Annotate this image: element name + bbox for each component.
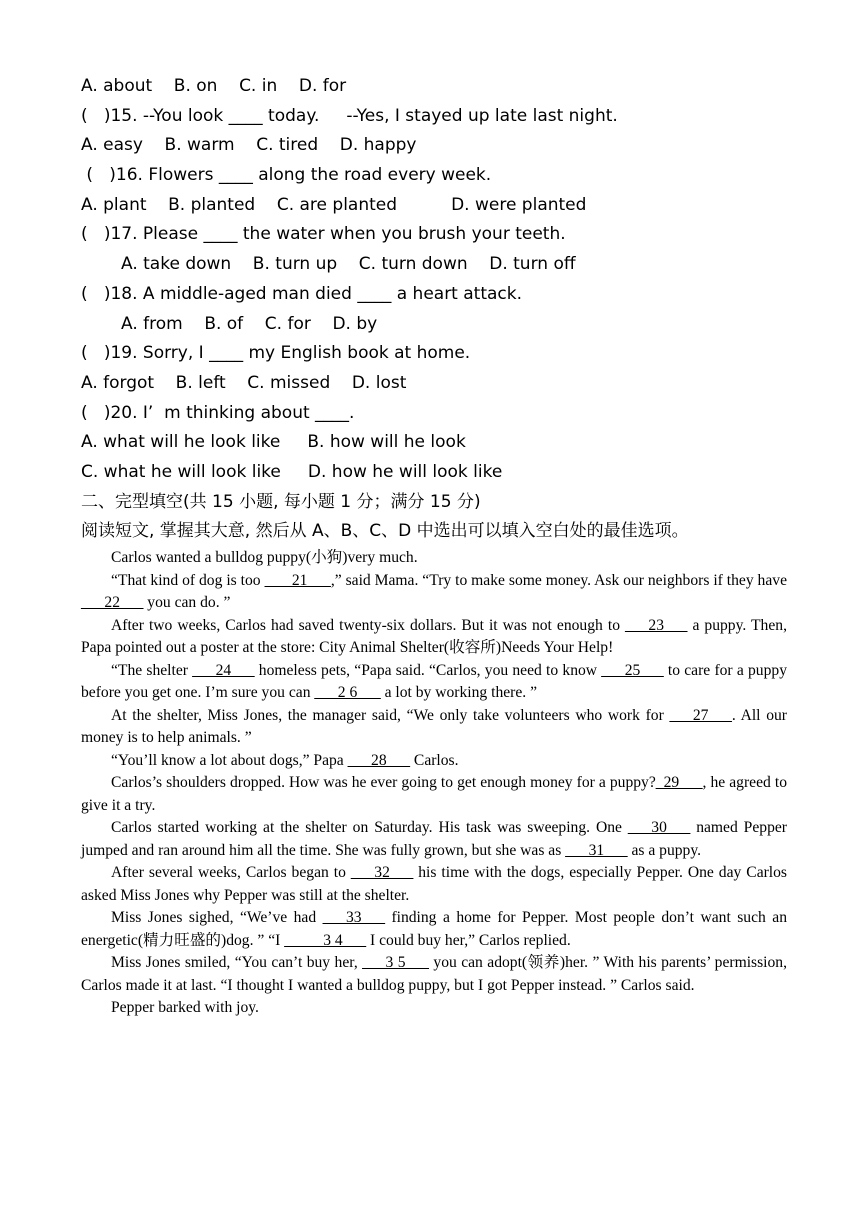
blank-34: _____3 4___ bbox=[284, 931, 367, 949]
passage-paragraph bbox=[81, 952, 787, 997]
q20-stem: ( )20. I’ m thinking about ____. bbox=[81, 402, 355, 423]
passage-text: finding a home for Pepper. Most people don’t want such an energetic(精力旺盛的)dog. ” “I bbox=[81, 909, 787, 949]
passage-text: Miss Jones sighed, “We’ve had bbox=[111, 909, 323, 926]
blank-24: ___24___ bbox=[192, 661, 255, 679]
q20-options-ab: A. what will he look like B. how will he look bbox=[81, 432, 466, 453]
q19-stem: ( )19. Sorry, I ____ my English book at home. bbox=[81, 343, 471, 364]
passage-text: Pepper barked with joy. bbox=[111, 999, 259, 1016]
passage-text: “That kind of dog is too bbox=[111, 571, 265, 589]
passage-paragraph bbox=[81, 817, 787, 862]
passage-text: Carlos started working at the shelter on Saturday. His task was sweeping. One bbox=[111, 819, 628, 836]
passage-text: “You’ll know a lot about dogs,” Papa bbox=[111, 751, 348, 769]
passage-text: homeless pets, “Papa said. “Carlos, you need to know bbox=[254, 661, 602, 679]
blank-27: ___27___ bbox=[669, 706, 732, 724]
q16-stem: ( )16. Flowers ____ along the road every week. bbox=[81, 165, 492, 186]
passage-text: “The shelter bbox=[111, 661, 193, 679]
q16-options: A. plant B. planted C. are planted D. were planted bbox=[81, 194, 587, 215]
passage-text: Carlos wanted a bulldog puppy(小狗)very much. bbox=[111, 549, 418, 566]
cloze-passage bbox=[81, 547, 787, 1020]
blank-35: ___3 5___ bbox=[362, 954, 429, 971]
q14-options: A. about B. on C. in D. for bbox=[81, 76, 347, 96]
passage-paragraph bbox=[81, 750, 787, 773]
blank-29: _29___ bbox=[655, 774, 703, 791]
passage-paragraph bbox=[81, 705, 787, 750]
q18-options: A. from B. of C. for D. by bbox=[121, 313, 378, 334]
passage-text: Carlos’s shoulders dropped. How was he ever going to get enough money for a puppy? bbox=[111, 774, 656, 791]
passage-text: as a puppy. bbox=[627, 841, 702, 859]
passage-paragraph bbox=[81, 862, 787, 907]
passage-text: After two weeks, Carlos had saved twenty-six dollars. But it was not enough to bbox=[111, 616, 626, 634]
q18-stem: ( )18. A middle-aged man died ____ a heart attack. bbox=[81, 283, 523, 304]
passage-paragraph bbox=[81, 907, 787, 952]
passage-paragraph bbox=[81, 570, 787, 615]
blank-21: ___21___ bbox=[264, 571, 331, 589]
passage-text: a puppy. Then, Papa pointed out a poster at the store: City Animal Shelter(收容所)Needs Your Help! bbox=[81, 616, 787, 656]
section2-heading: 二、完型填空(共 15 小题, 每小题 1 分；满分 15 分) bbox=[81, 491, 481, 512]
blank-23: ___23___ bbox=[625, 616, 688, 634]
q17-options: A. take down B. turn up C. turn down D. turn off bbox=[121, 254, 576, 275]
passage-text: ,” said Mama. “Try to make some money. Ask our neighbors if they have bbox=[330, 571, 787, 589]
passage-text: named Pepper jumped and ran around him all the time. She was fully grown, but she was as bbox=[81, 819, 787, 859]
blank-33: ___33___ bbox=[322, 909, 385, 926]
passage-paragraph bbox=[81, 772, 787, 817]
passage-paragraph bbox=[81, 547, 787, 570]
passage-text: you can do. ” bbox=[143, 594, 231, 611]
blank-32: ___32___ bbox=[350, 864, 414, 881]
passage-text: At the shelter, Miss Jones, the manager said, “We only take volunteers who work for bbox=[111, 706, 670, 724]
passage-text: . All our money is to help animals. ” bbox=[81, 706, 787, 746]
blank-30: ___30___ bbox=[627, 819, 691, 836]
blank-26: ___2 6___ bbox=[314, 684, 381, 701]
passage-text: his time with the dogs, especially Pepper. One day Carlos asked Miss Jones why Pepper was still at the shelter. bbox=[81, 864, 788, 904]
blank-25: ___25___ bbox=[601, 661, 664, 679]
q15-stem: ( )15. --You look ____ today. --Yes, I stayed up late last night. bbox=[81, 105, 618, 126]
passage-text: a lot by working there. ” bbox=[380, 684, 537, 701]
passage-text: you can adopt(领养)her. ” With his parents’ permission, Carlos made it at last. “I thought I wanted a bulldog puppy, but I got Pepper instead. ” Carlos said. bbox=[81, 954, 787, 994]
q17-stem: ( )17. Please ____ the water when you brush your teeth. bbox=[81, 224, 566, 245]
passage-text: After several weeks, Carlos began to bbox=[111, 864, 351, 881]
passage-text: , he agreed to give it a try. bbox=[81, 774, 787, 814]
blank-31: ___31___ bbox=[565, 841, 628, 859]
section2-instruction: 阅读短文, 掌握其大意, 然后从 A、B、C、D 中选出可以填入空白处的最佳选项。 bbox=[81, 521, 689, 542]
passage-text: Carlos. bbox=[410, 751, 459, 769]
q15-options: A. easy B. warm C. tired D. happy bbox=[81, 135, 417, 156]
passage-paragraph bbox=[81, 660, 787, 705]
passage-text: I could buy her,” Carlos replied. bbox=[366, 931, 571, 949]
passage-text: to care for a puppy before you get one. I’m sure you can bbox=[81, 661, 787, 701]
passage-text: Miss Jones smiled, “You can’t buy her, bbox=[111, 954, 363, 971]
q20-options-cd: C. what he will look like D. how he will look like bbox=[81, 461, 503, 482]
multiple-choice-section bbox=[81, 72, 801, 547]
blank-28: ___28___ bbox=[347, 751, 411, 769]
q19-options: A. forgot B. left C. missed D. lost bbox=[81, 372, 407, 393]
passage-paragraph bbox=[81, 997, 787, 1020]
passage-paragraph bbox=[81, 615, 787, 660]
blank-22: ___22___ bbox=[81, 594, 144, 611]
